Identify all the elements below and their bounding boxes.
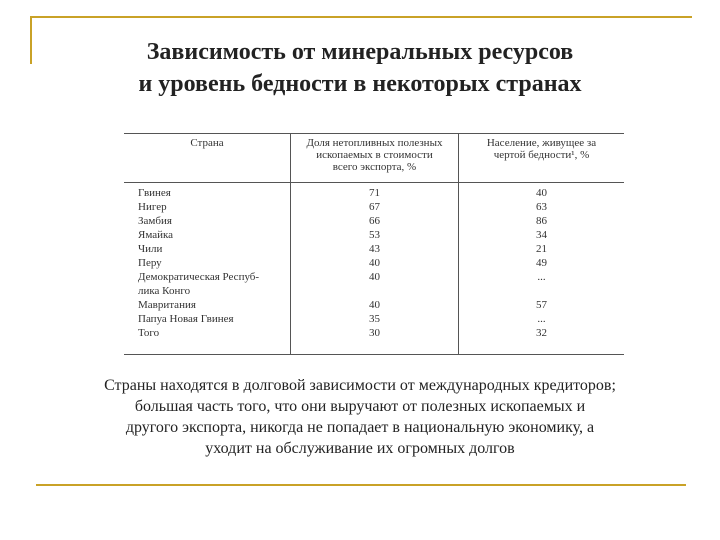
header-poverty: Население, живущее за чертой бедности¹, % <box>486 137 597 161</box>
cell-share: 67 <box>369 201 380 213</box>
header-country: Страна <box>190 137 224 149</box>
cell-share: 40 <box>369 257 380 269</box>
cell-share: 40 <box>369 299 380 311</box>
cell-poverty: 57 <box>536 299 547 311</box>
cell-poverty: 40 <box>536 187 547 199</box>
table-row <box>124 186 624 200</box>
title-line-1: Зависимость от минеральных ресурсов <box>146 39 574 65</box>
cell-country: Перу <box>138 257 162 269</box>
table-row <box>124 326 624 340</box>
frame-top-line <box>30 16 692 18</box>
cell-country: Замбия <box>138 215 172 227</box>
cell-country: лика Конго <box>138 285 191 297</box>
cell-country: Того <box>138 327 160 339</box>
cell-poverty: 86 <box>536 215 547 227</box>
cell-country: Ямайка <box>138 229 174 241</box>
table-row <box>124 256 624 270</box>
table-row <box>124 270 624 284</box>
paragraph-line-4: уходит на обслуживание их огромных долгов <box>205 440 515 457</box>
frame-bottom-line <box>36 484 686 486</box>
cell-country: Мавритания <box>138 299 196 311</box>
cell-share: 40 <box>369 271 380 283</box>
cell-country: Нигер <box>138 201 167 213</box>
title-line-2: и уровень бедности в некоторых странах <box>138 71 582 97</box>
data-table <box>124 133 624 355</box>
table-row <box>124 284 624 298</box>
cell-poverty: 34 <box>536 229 547 241</box>
table-row <box>124 214 624 228</box>
cell-country: Папуа Новая Гвинея <box>138 313 234 325</box>
cell-share: 30 <box>369 327 380 339</box>
table-row <box>124 298 624 312</box>
frame-left-line <box>30 16 32 64</box>
cell-country: Чили <box>138 243 163 255</box>
cell-share: 66 <box>369 215 380 227</box>
cell-poverty: ... <box>537 313 546 325</box>
cell-share: 35 <box>369 313 380 325</box>
slide-title <box>40 36 680 100</box>
cell-poverty: ... <box>537 271 546 283</box>
paragraph-line-3: другого экспорта, никогда не попадает в национальную экономику, а <box>125 419 595 436</box>
cell-poverty: 63 <box>536 201 547 213</box>
cell-country: Демократическая Респуб- <box>138 271 260 283</box>
paragraph-line-2: большая часть того, что они выручают от полезных ископаемых и <box>134 398 586 415</box>
cell-share: 43 <box>369 243 380 255</box>
table-row <box>124 200 624 214</box>
header-export-share: Доля нетопливных полезных ископаемых в стоимости всего экспорта, % <box>306 137 443 173</box>
cell-poverty: 49 <box>536 257 547 269</box>
table-row <box>124 242 624 256</box>
cell-country: Гвинея <box>138 187 171 199</box>
cell-poverty: 32 <box>536 327 547 339</box>
paragraph-line-1: Страны находятся в долговой зависимости от международных кредиторов; <box>104 377 616 394</box>
table-row <box>124 228 624 242</box>
body-paragraph <box>60 375 660 459</box>
cell-share: 71 <box>369 187 380 199</box>
cell-poverty: 21 <box>536 243 547 255</box>
table-header <box>124 134 624 183</box>
cell-share: 53 <box>369 229 380 241</box>
table-row <box>124 312 624 326</box>
